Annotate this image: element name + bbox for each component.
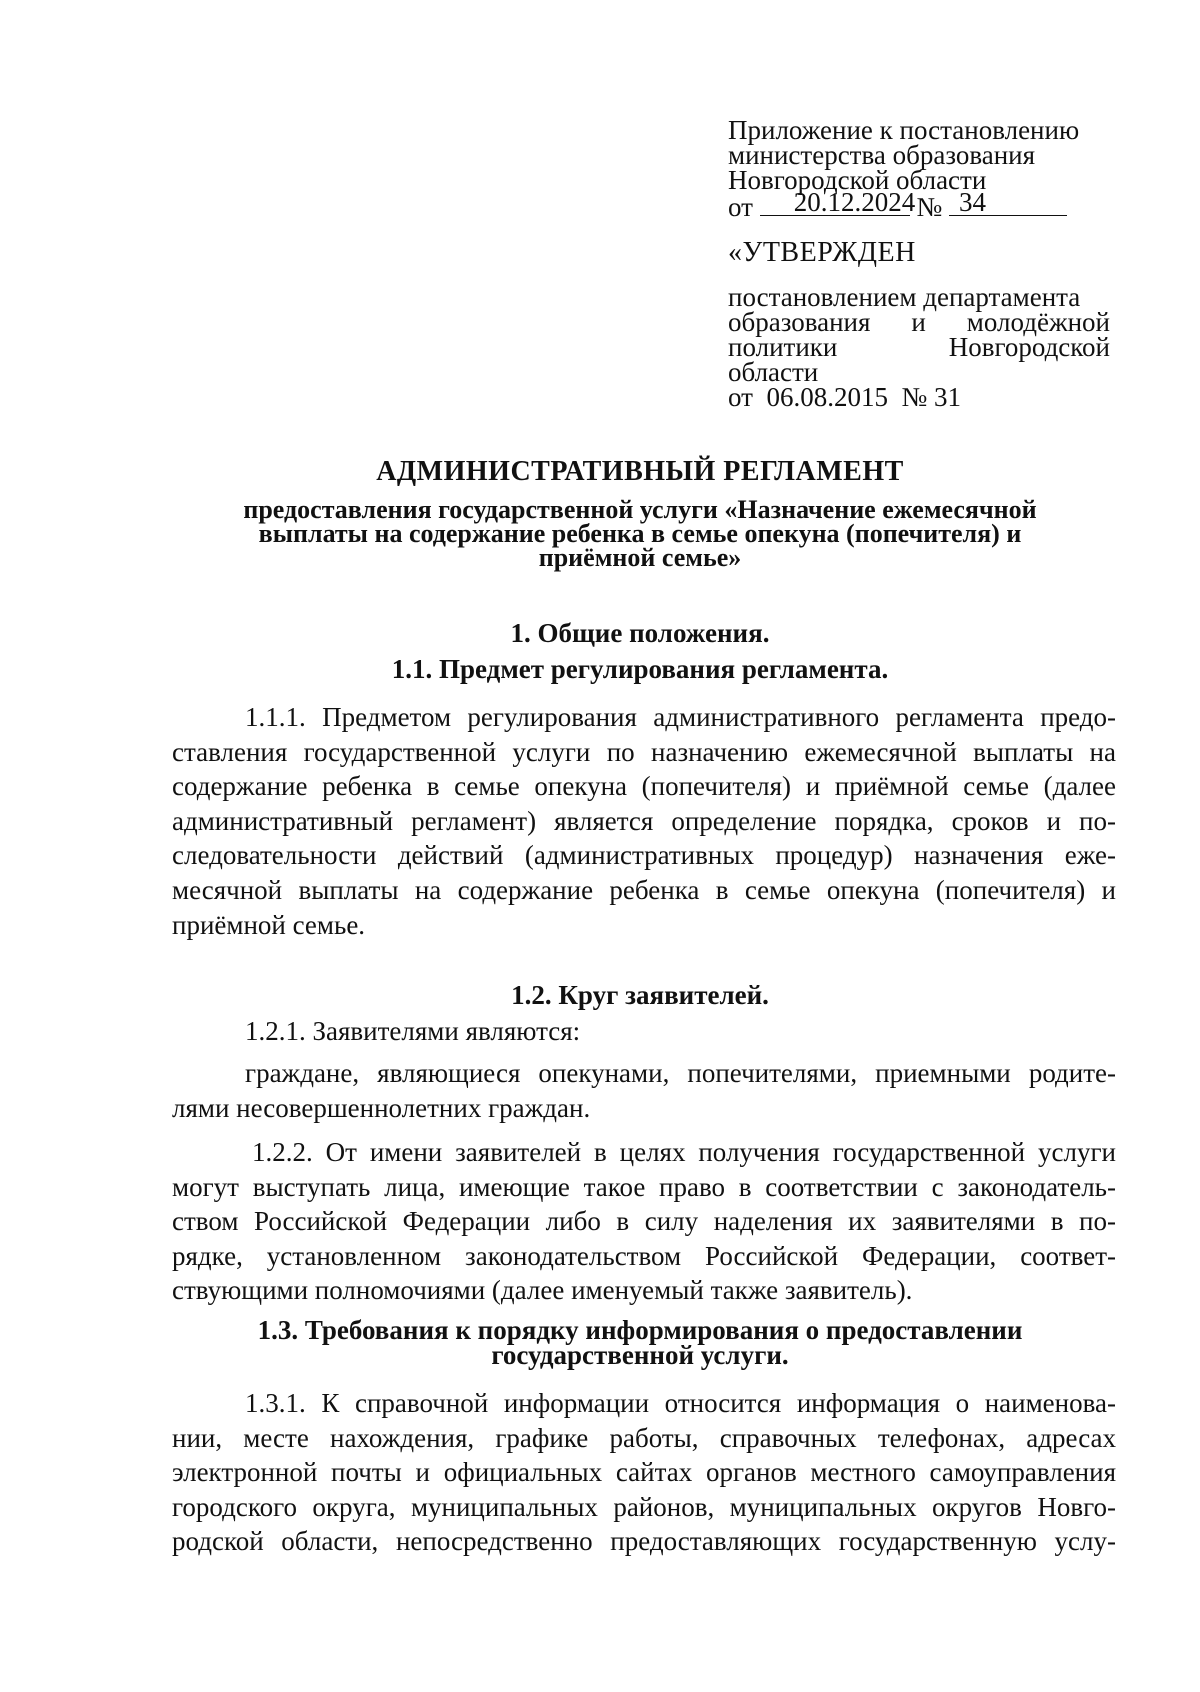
heading-line: государственной услуги. — [491, 1340, 789, 1370]
approved-block — [728, 237, 1110, 412]
approved-line-4: области — [728, 357, 819, 387]
text-line: лями несовершеннолетних граждан. — [172, 1092, 591, 1123]
text-line: нии, месте нахождения, графике работы, справочных телефонах, адресах — [172, 1422, 1116, 1453]
document-subtitle — [160, 495, 1120, 572]
appendix-line-2: министерства образования — [728, 140, 1036, 170]
text-line: ством Российской Федерации либо в силу наделения их заявителями в по- — [172, 1206, 1116, 1237]
appendix-block — [728, 115, 1108, 222]
approved-word: политики — [728, 332, 838, 362]
text-line: 1.2.1. Заявителями являются: — [245, 1016, 581, 1046]
text-line: 1.2.2. От имени заявителей в целях получения государственной услуги — [252, 1137, 1116, 1167]
subtitle-line: предоставления государственной услуги «Назначение ежемесячной — [243, 495, 1037, 524]
approved-word: образования — [728, 307, 871, 337]
paragraph-1-2-1-applicants — [172, 1056, 1116, 1125]
approved-line-5: от 06.08.2015 № 31 — [728, 382, 961, 412]
date-underline — [760, 187, 916, 217]
text-line: рядке, установленном законодательством Российской Федерации, соответ- — [172, 1240, 1116, 1271]
approved-word: молодёжной — [966, 307, 1110, 337]
section-heading-1-2: 1.2. Круг заявителей. — [511, 980, 769, 1010]
text-line: могут выступать лица, имеющие такое право в соответствии с законодатель- — [172, 1171, 1116, 1202]
number-underline — [949, 187, 1067, 217]
text-line: ствующими полномочиями (далее именуемый также заявитель). — [172, 1275, 913, 1306]
text-line: административный регламент) является определение порядка, сроков и по- — [172, 805, 1116, 836]
section-heading-1-1: 1.1. Предмет регулирования регламента. — [391, 654, 889, 684]
approved-word: и — [911, 307, 926, 337]
text-line: электронной почты и официальных сайтах органов местного самоуправления — [172, 1457, 1116, 1488]
date-prefix: от — [728, 192, 753, 222]
approved-line-1: постановлением департамента — [728, 282, 1081, 312]
text-line: граждане, являющиеся опекунами, попечителями, приемными родите- — [245, 1058, 1116, 1088]
subtitle-line: приёмной семье» — [538, 543, 742, 572]
paragraph-1-2-1 — [172, 1014, 1116, 1049]
text-line: городского округа, муниципальных районов, муниципальных округов Новго- — [172, 1491, 1116, 1522]
text-line: 1.1.1. Предметом регулирования административного регламента предо- — [245, 702, 1116, 732]
appendix-number: 34 — [958, 187, 986, 217]
text-line: содержание ребенка в семье опекуна (попечителя) и приёмной семье (далее — [172, 771, 1116, 802]
section-heading-1: 1. Общие положения. — [510, 618, 770, 648]
heading-line: 1.3. Требования к порядку информирования о предоставлении — [257, 1315, 1023, 1345]
text-line: следовательности действий (административных процедур) назначения еже- — [172, 840, 1116, 871]
appendix-date: 20.12.2024 — [793, 187, 916, 217]
text-line: месячной выплаты на содержание ребенка в семье опекуна (попечителя) и — [172, 874, 1116, 905]
subtitle-line: выплаты на содержание ребенка в семье опекуна (попечителя) и — [258, 519, 1022, 548]
approved-heading: «УТВЕРЖДЕН — [728, 237, 916, 268]
text-line: ставления государственной услуги по назначению ежемесячной выплаты на — [172, 736, 1116, 767]
section-heading-1-3 — [160, 1315, 1120, 1370]
text-line: родской области, непосредственно предоставляющих государственную услу- — [172, 1526, 1116, 1557]
appendix-line-3: Новгородской области — [728, 165, 987, 195]
number-sign: № — [916, 192, 943, 222]
appendix-line-1: Приложение к постановлению — [728, 115, 1080, 145]
approved-word: Новгородской — [948, 332, 1110, 362]
paragraph-1-3-1 — [172, 1386, 1116, 1559]
text-line: 1.3.1. К справочной информации относится информация о наименова- — [245, 1388, 1116, 1418]
text-line: приёмной семье. — [172, 909, 366, 940]
document-title: АДМИНИСТРАТИВНЫЙ РЕГЛАМЕНТ — [376, 456, 904, 487]
paragraph-1-1-1 — [172, 700, 1116, 942]
paragraph-1-2-2 — [172, 1135, 1116, 1308]
appendix-date-line — [728, 187, 1108, 222]
